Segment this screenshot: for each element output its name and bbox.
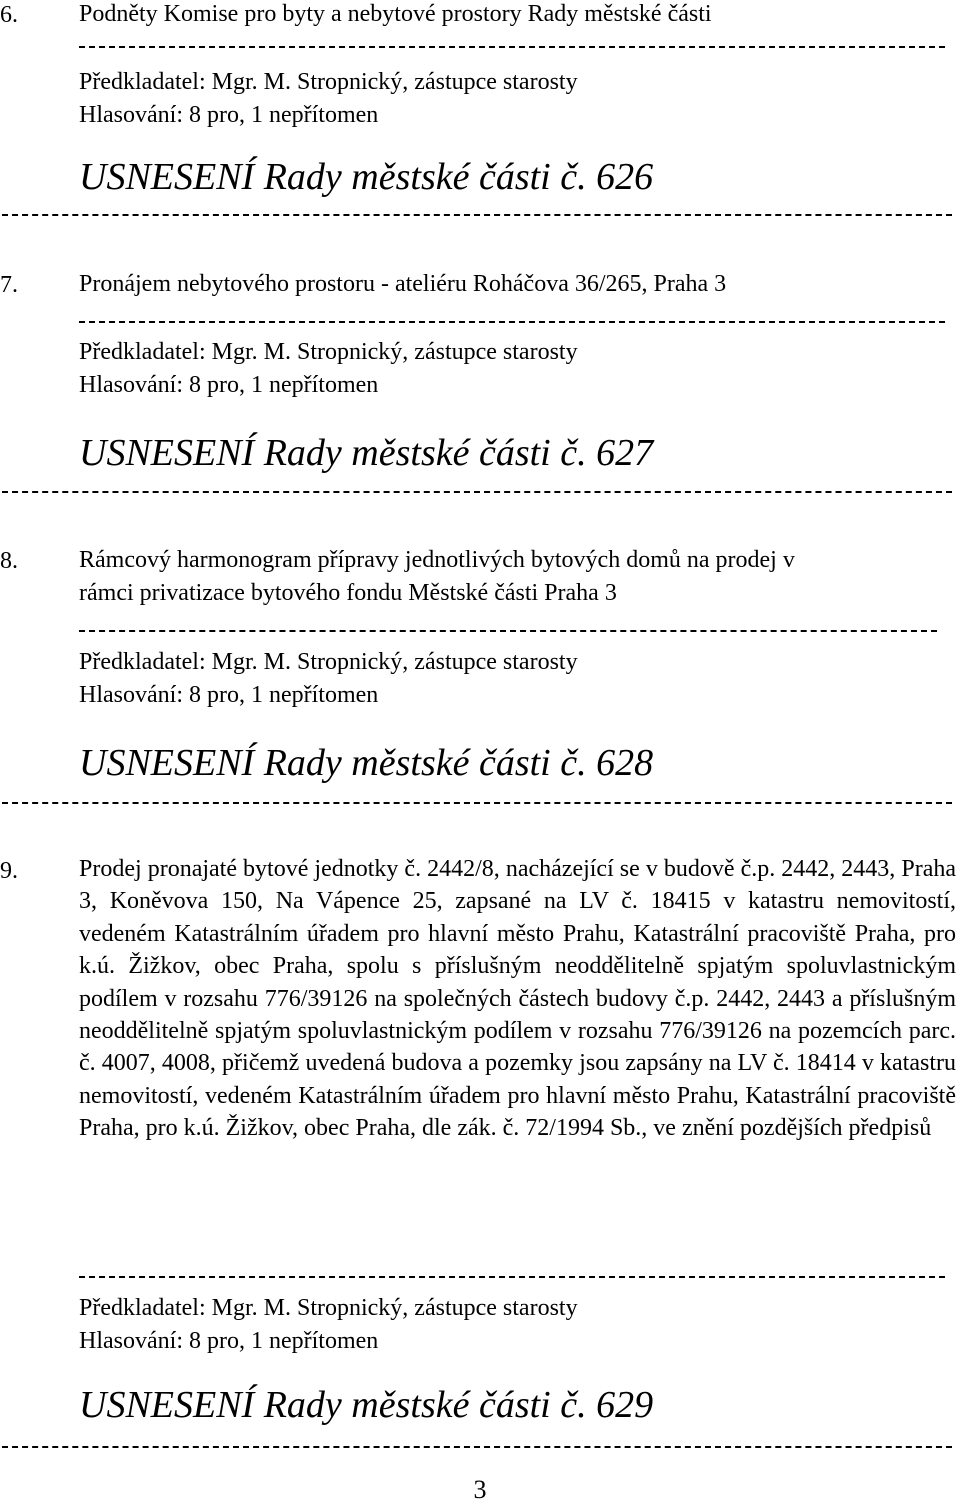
predkladatel-line: Předkladatel: Mgr. M. Stropnický, zástupce starosty (79, 649, 578, 675)
dashed-separator (79, 46, 945, 48)
item-title: Prodej pronajaté bytové jednotky č. 2442/8, nacházející se v budově č.p. 2442, 2443, Praha 3, Koněvova 150, Na Vápence 25, zapsané na LV č. 18415 v katastru nemovitostí, vedeném Katastrálním úřadem pro hlavní město Prahu, Katastrální pracoviště Praha, pro k.ú. Žižkov, obec Praha, spolu s příslušným neoddělitelně spjatým spoluvlastnickým podílem v rozsahu 776/39126 na společných částech budovy č.p. 2442, 2443 a příslušným neoddělitelně spjatým spoluvlastnickým podílem v rozsahu 776/39126 na pozemcích parc. č. 4007, 4008, přičemž uvedená budova a pozemky jsou zapsány na LV č. 18414 v katastru nemovitostí, vedeném Katastrálním úřadem pro hlavní město Prahu, Katastrální pracoviště Praha, pro k.ú. Žižkov, obec Praha, dle zák. č. 72/1994 Sb., ve znění pozdějších předpisů (79, 856, 956, 1142)
dashed-separator (79, 1276, 945, 1278)
hlasovani-line: Hlasování: 8 pro, 1 nepřítomen (79, 102, 379, 128)
item-number: 8. (0, 548, 18, 574)
dashed-separator (2, 214, 952, 216)
item-number: 9. (0, 858, 18, 884)
usneseni-heading: USNESENÍ Rady městské části č. 629 (79, 1384, 654, 1426)
hlasovani-line: Hlasování: 8 pro, 1 nepřítomen (79, 1328, 379, 1354)
dashed-separator (2, 491, 952, 493)
item-number: 6. (0, 2, 18, 28)
dashed-separator (2, 1446, 952, 1448)
hlasovani-line: Hlasování: 8 pro, 1 nepřítomen (79, 682, 379, 708)
usneseni-heading: USNESENÍ Rady městské části č. 626 (79, 156, 654, 198)
dashed-separator (2, 802, 952, 804)
item-title: Pronájem nebytového prostoru - ateliéru Roháčova 36/265, Praha 3 (79, 271, 727, 297)
hlasovani-line: Hlasování: 8 pro, 1 nepřítomen (79, 372, 379, 398)
predkladatel-line: Předkladatel: Mgr. M. Stropnický, zástupce starosty (79, 339, 578, 365)
predkladatel-line: Předkladatel: Mgr. M. Stropnický, zástupce starosty (79, 69, 578, 95)
item-title-line-2: rámci privatizace bytového fondu Městské části Praha 3 (79, 580, 617, 606)
usneseni-heading: USNESENÍ Rady městské části č. 628 (79, 742, 654, 784)
dashed-separator (79, 321, 945, 323)
page-number: 3 (473, 1475, 487, 1504)
dashed-separator (79, 630, 937, 632)
predkladatel-line: Předkladatel: Mgr. M. Stropnický, zástupce starosty (79, 1295, 578, 1321)
item-title: Podněty Komise pro byty a nebytové prostory Rady městské části (79, 1, 712, 27)
usneseni-heading: USNESENÍ Rady městské části č. 627 (79, 432, 654, 474)
item-title-line-1: Rámcový harmonogram přípravy jednotlivých bytových domů na prodej v (79, 547, 795, 573)
item-number: 7. (0, 272, 18, 298)
